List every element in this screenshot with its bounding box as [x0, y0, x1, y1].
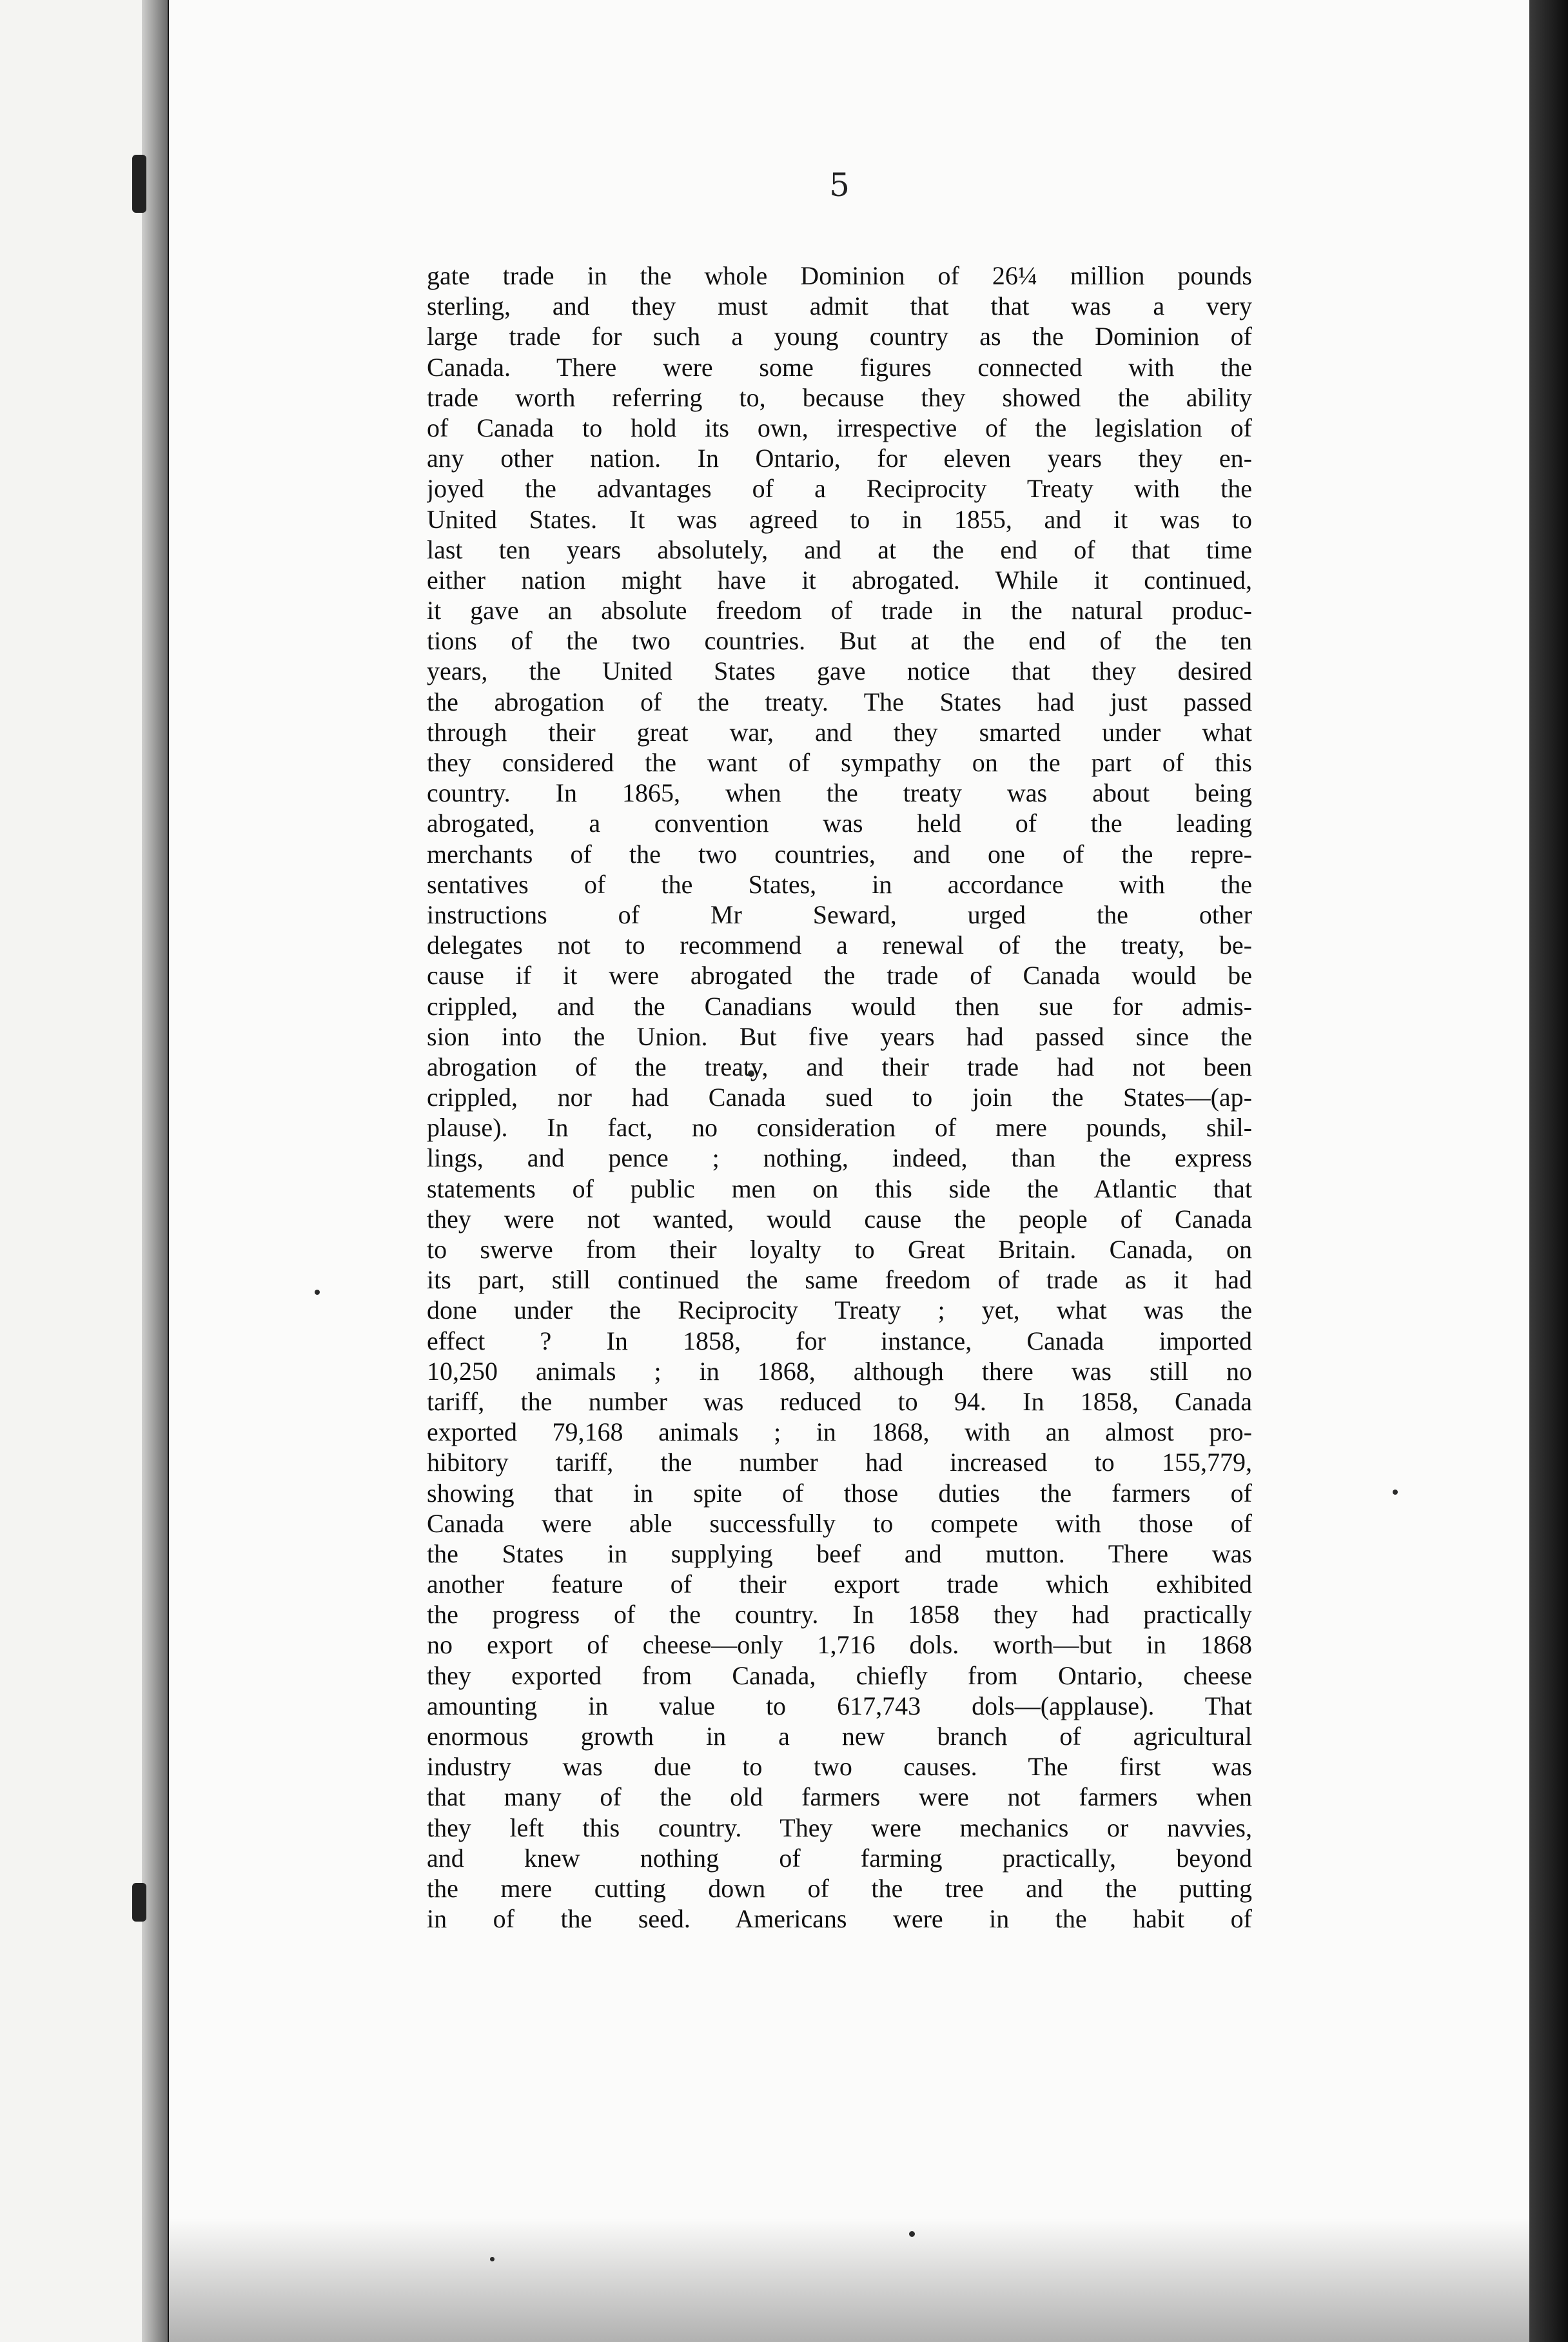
- text-line: done under the Reciprocity Treaty ; yet, what was the: [427, 1295, 1252, 1325]
- text-line: its part, still continued the same freedom of trade as it had: [427, 1265, 1252, 1295]
- text-line: hibitory tariff, the number had increased to 155,779,: [427, 1448, 1252, 1477]
- scan-speck: [315, 1290, 320, 1295]
- text-line: any other nation. In Ontario, for eleven years they en-: [427, 444, 1252, 473]
- scan-speck: [1393, 1490, 1398, 1495]
- text-line: tariff, the number was reduced to 94. In 1858, Canada: [427, 1386, 1252, 1416]
- text-line: they considered the want of sympathy on the part of this: [427, 748, 1252, 777]
- text-line: they left this country. They were mechanics or navvies,: [427, 1813, 1252, 1842]
- text-line: Canada were able successfully to compete with those of: [427, 1508, 1252, 1538]
- text-line: abrogated, a convention was held of the leading: [427, 809, 1252, 838]
- text-line: another feature of their export trade which exhibited: [427, 1570, 1252, 1599]
- text-line: the States in supplying beef and mutton. There was: [427, 1539, 1252, 1568]
- binding-mark: [132, 1883, 146, 1922]
- text-line: it gave an absolute freedom of trade in the natural produc-: [427, 596, 1252, 625]
- text-line: sion into the Union. But five years had passed since the: [427, 1021, 1252, 1051]
- text-line: large trade for such a young country as the Dominion of: [427, 322, 1252, 351]
- gutter-shadow: [142, 0, 168, 2342]
- previous-page-edge: [0, 0, 158, 2342]
- text-line: crippled, nor had Canada sued to join the States—(ap-: [427, 1083, 1252, 1112]
- text-line: statements of public men on this side the Atlantic that: [427, 1174, 1252, 1203]
- text-line: sentatives of the States, in accordance with the: [427, 869, 1252, 899]
- page-number: 5: [829, 166, 850, 204]
- text-line: 10,250 animals ; in 1868, although there was still no: [427, 1356, 1252, 1386]
- text-line: gate trade in the whole Dominion of 26¼ million pounds: [427, 261, 1252, 290]
- text-line: abrogation of the treaty, and their trade had not been: [427, 1052, 1252, 1081]
- text-line: the mere cutting down of the tree and the putting: [427, 1873, 1252, 1903]
- text-line: the progress of the country. In 1858 they had practically: [427, 1600, 1252, 1629]
- scan-speck: [490, 2257, 495, 2261]
- text-line: showing that in spite of those duties the farmers of: [427, 1478, 1252, 1508]
- text-line: of Canada to hold its own, irrespective of the legislation of: [427, 413, 1252, 442]
- text-line: either nation might have it abrogated. While it continued,: [427, 565, 1252, 595]
- text-line: effect ? In 1858, for instance, Canada imported: [427, 1326, 1252, 1355]
- text-line: industry was due to two causes. The first was: [427, 1752, 1252, 1782]
- page-right-edge: [1529, 0, 1568, 2342]
- text-line: delegates not to recommend a renewal of the treaty, be-: [427, 930, 1252, 960]
- scan-speck: [909, 2231, 915, 2237]
- binding-mark: [132, 155, 146, 213]
- text-line: the abrogation of the treaty. The States had just passed: [427, 687, 1252, 716]
- text-line: last ten years absolutely, and at the end of that time: [427, 535, 1252, 564]
- text-line: crippled, and the Canadians would then sue for admis-: [427, 991, 1252, 1021]
- text-line: years, the United States gave notice that they desired: [427, 656, 1252, 686]
- text-line: plause). In fact, no consideration of mere pounds, shil-: [427, 1113, 1252, 1143]
- text-line: in of the seed. Americans were in the habit of: [427, 1904, 1252, 1934]
- text-line: enormous growth in a new branch of agricultural: [427, 1722, 1252, 1751]
- text-line: sterling, and they must admit that that was a very: [427, 291, 1252, 321]
- text-line: lings, and pence ; nothing, indeed, than the express: [427, 1143, 1252, 1173]
- body-text: [427, 261, 1252, 1934]
- text-line: to swerve from their loyalty to Great Britain. Canada, on: [427, 1235, 1252, 1264]
- page-bottom-shade: [169, 2218, 1529, 2342]
- text-line: instructions of Mr Seward, urged the other: [427, 900, 1252, 929]
- text-line: cause if it were abrogated the trade of Canada would be: [427, 961, 1252, 990]
- text-line: no export of cheese—only 1,716 dols. worth—but in 1868: [427, 1630, 1252, 1660]
- text-line: that many of the old farmers were not farmers when: [427, 1782, 1252, 1812]
- text-line: United States. It was agreed to in 1855, and it was to: [427, 504, 1252, 534]
- text-line: they were not wanted, would cause the people of Canada: [427, 1204, 1252, 1234]
- text-line: through their great war, and they smarted under what: [427, 717, 1252, 747]
- text-line: exported 79,168 animals ; in 1868, with an almost pro-: [427, 1417, 1252, 1447]
- text-line: they exported from Canada, chiefly from Ontario, cheese: [427, 1660, 1252, 1690]
- text-line: merchants of the two countries, and one of the repre-: [427, 839, 1252, 869]
- text-line: amounting in value to 617,743 dols—(applause). That: [427, 1691, 1252, 1720]
- text-line: country. In 1865, when the treaty was about being: [427, 778, 1252, 808]
- text-line: Canada. There were some figures connected with the: [427, 352, 1252, 382]
- text-line: and knew nothing of farming practically, beyond: [427, 1843, 1252, 1873]
- text-line: trade worth referring to, because they showed the ability: [427, 382, 1252, 412]
- text-line: joyed the advantages of a Reciprocity Treaty with the: [427, 474, 1252, 504]
- text-line: tions of the two countries. But at the end of the ten: [427, 626, 1252, 656]
